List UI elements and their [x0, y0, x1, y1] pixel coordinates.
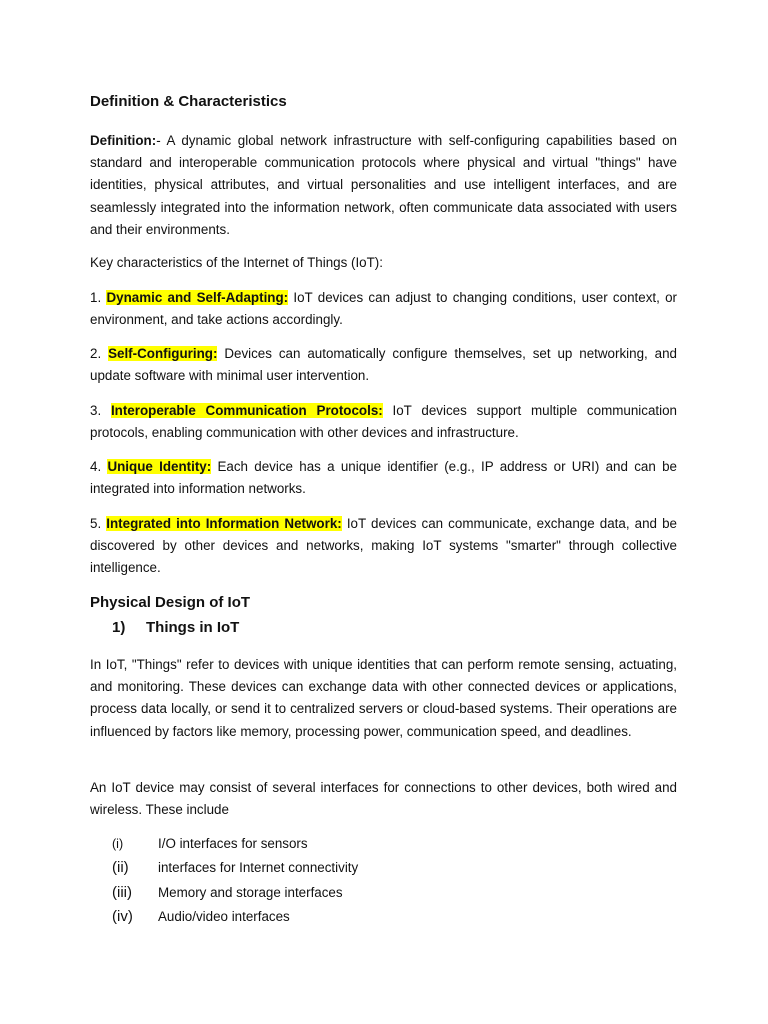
item-number: 4.	[90, 459, 102, 474]
characteristic-item	[90, 287, 677, 331]
item-text: Devices can automatically configure themselves, set up networking, and update software with minimal user intervention.	[90, 346, 677, 384]
highlighted-term: Interoperable Communication Protocols:	[110, 403, 383, 418]
list-item-text: interfaces for Internet connectivity	[158, 860, 359, 876]
definition-label: Definition:	[90, 133, 157, 148]
item-number: 1.	[90, 290, 102, 305]
characteristic-item	[90, 456, 677, 500]
things-paragraph: In IoT, "Things" refer to devices with unique identities that can perform remote sensing, actuating, and monitoring. These devices can exchange data with other connected devices or applications, process data locally, or send it to centralized servers or cloud-based systems. Their operations are influenced by factors like memory, processing power, communication speed, and deadlines.	[90, 657, 677, 739]
characteristic-item	[90, 343, 677, 387]
highlighted-term: Unique Identity:	[107, 459, 212, 474]
subsection-number: 1)	[112, 619, 126, 636]
characteristic-item	[90, 513, 677, 580]
definition-paragraph	[90, 130, 677, 241]
item-number: 3.	[90, 403, 102, 418]
highlighted-term: Self-Configuring:	[108, 346, 218, 361]
highlighted-term: Integrated into Information Network:	[106, 516, 342, 531]
list-marker: (i)	[112, 837, 124, 851]
item-text: IoT devices support multiple communication protocols, enabling communication with other devices and infrastructure.	[90, 403, 677, 441]
item-number: 5.	[90, 516, 102, 531]
list-marker: (ii)	[112, 859, 129, 877]
list-item	[112, 907, 672, 931]
list-item-text: Audio/video interfaces	[158, 908, 290, 924]
subsection-heading-things	[112, 619, 239, 636]
list-item-text: I/O interfaces for sensors	[158, 836, 308, 851]
list-item	[112, 883, 672, 907]
item-text: IoT devices can adjust to changing conditions, user context, or environment, and take actions accordingly.	[90, 290, 678, 328]
item-number: 2.	[90, 346, 102, 361]
interfaces-list	[112, 834, 672, 931]
definition-text: - A dynamic global network infrastructure with self-configuring capabilities based on standard and interoperable communication protocols where physical and virtual "things" have identities, physical attributes, and virtual personalities and use intelligent interfaces, and are seamlessly integrated into the information network, often communicate data associated with users and their environments.	[90, 133, 677, 237]
section-heading-physical-design: Physical Design of IoT	[90, 594, 251, 611]
item-text: IoT devices can communicate, exchange data, and be discovered by other devices and networks, making IoT systems "smarter" through collective intelligence.	[90, 516, 677, 576]
characteristics-intro: Key characteristics of the Internet of Things (IoT):	[90, 255, 383, 270]
list-marker: (iii)	[112, 883, 132, 901]
highlighted-term: Dynamic and Self-Adapting:	[106, 290, 289, 305]
interfaces-intro-paragraph: An IoT device may consist of several interfaces for connections to other devices, both wired and wireless. These include	[90, 780, 677, 818]
list-item-text: Memory and storage interfaces	[158, 884, 343, 900]
list-item	[112, 858, 672, 882]
characteristic-item	[90, 400, 677, 444]
section-heading-definition: Definition & Characteristics	[90, 93, 287, 110]
list-marker: (iv)	[112, 907, 133, 925]
item-text: Each device has a unique identifier (e.g., IP address or URI) and can be integrated into information networks.	[90, 459, 677, 497]
list-item	[112, 834, 672, 858]
subsection-title: Things in IoT	[146, 619, 240, 636]
